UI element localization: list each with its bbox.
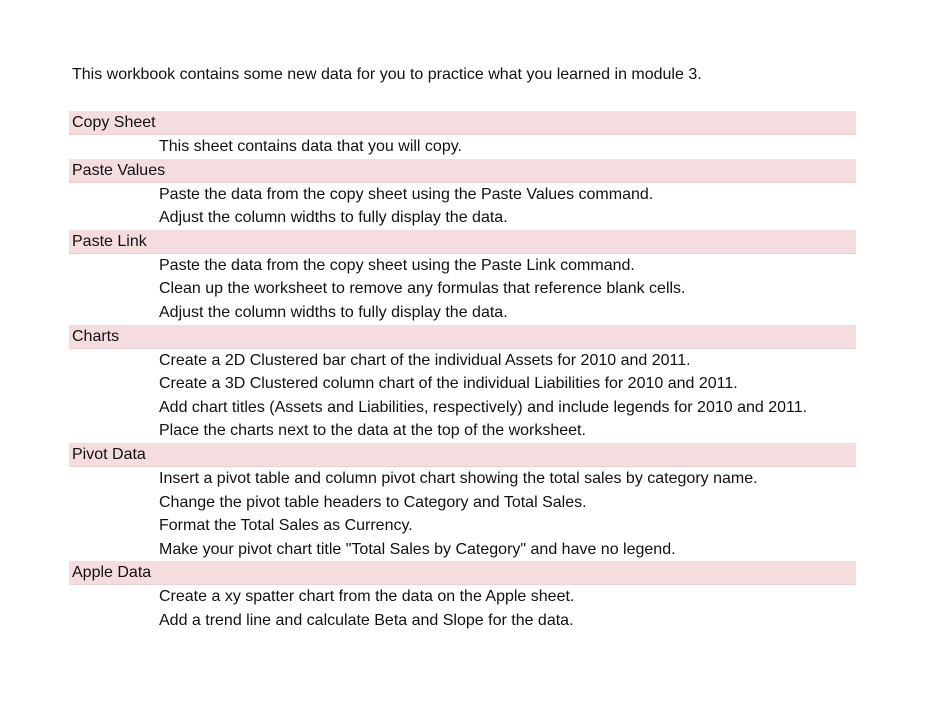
sheet-instructions-list xyxy=(69,111,856,633)
task-item: Adjust the column widths to fully display the data. xyxy=(159,303,508,321)
task-item: Add a trend line and calculate Beta and Slope for the data. xyxy=(159,611,574,629)
task-item: Format the Total Sales as Currency. xyxy=(159,517,413,535)
task-item: Create a 2D Clustered bar chart of the individual Assets for 2010 and 2011. xyxy=(159,351,691,369)
task-item: Insert a pivot table and column pivot chart showing the total sales by category name. xyxy=(159,469,758,487)
intro-text: This workbook contains some new data for you to practice what you learned in module 3. xyxy=(72,66,702,83)
task-item: This sheet contains data that you will copy. xyxy=(159,138,462,155)
task-item: Create a 3D Clustered column chart of the individual Liabilities for 2010 and 2011. xyxy=(159,375,738,393)
task-item: Place the charts next to the data at the top of the worksheet. xyxy=(159,422,586,440)
section-header-apple-data: Apple Data xyxy=(69,561,856,585)
task-item: Clean up the worksheet to remove any formulas that reference blank cells. xyxy=(159,280,686,298)
task-item: Paste the data from the copy sheet using the Paste Link command. xyxy=(159,256,635,274)
task-item: Paste the data from the copy sheet using the Paste Values command. xyxy=(159,185,654,203)
task-item: Change the pivot table headers to Category and Total Sales. xyxy=(159,493,587,511)
section-header-copy-sheet: Copy Sheet xyxy=(69,111,856,135)
task-item: Add chart titles (Assets and Liabilities, respectively) and include legends for 2010 and 2011. xyxy=(159,398,808,416)
section-header-paste-values: Paste Values xyxy=(69,159,856,183)
section-header-charts: Charts xyxy=(69,325,856,349)
task-item: Make your pivot chart title "Total Sales by Category" and have no legend. xyxy=(159,540,676,558)
section-header-pivot-data: Pivot Data xyxy=(69,443,856,467)
section-header-paste-link: Paste Link xyxy=(69,230,856,254)
task-item: Adjust the column widths to fully display the data. xyxy=(159,209,508,227)
task-item: Create a xy spatter chart from the data on the Apple sheet. xyxy=(159,588,575,606)
